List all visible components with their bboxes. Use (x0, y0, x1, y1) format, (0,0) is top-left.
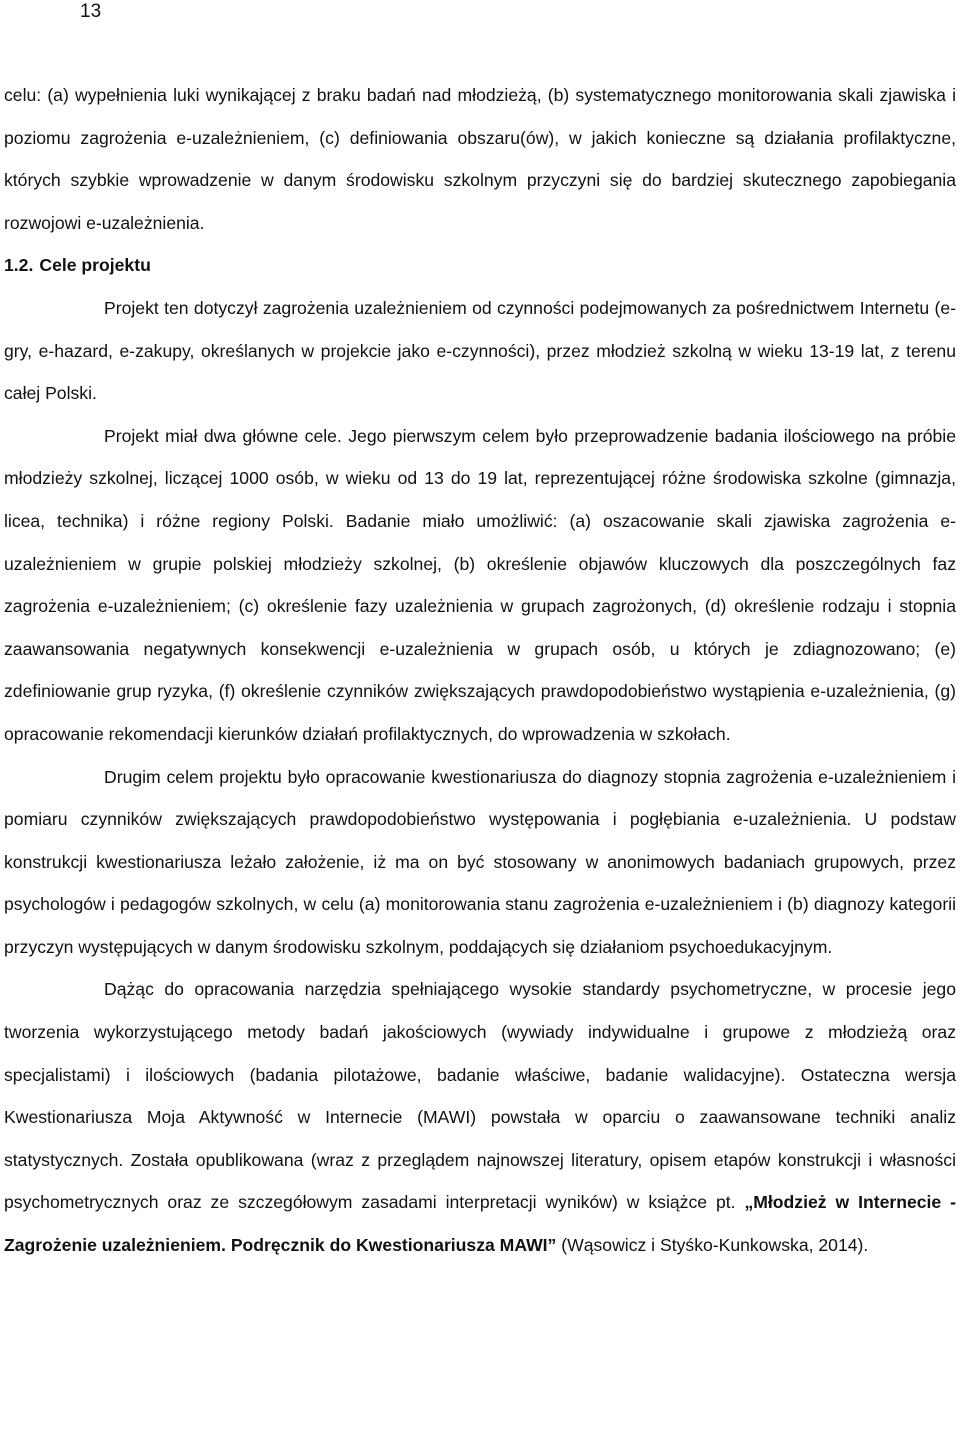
section-number: 1.2. (4, 255, 34, 276)
book-title: „Młodzież w Internecie - Zagrożenie uzależnieniem. Podręcznik do Kwestionariusza MAWI” (4, 1192, 956, 1256)
citation: (Wąsowicz i Styśko-Kunkowska, 2014). (556, 1235, 869, 1256)
page-number: 13 (80, 1, 102, 22)
section-heading (4, 244, 956, 287)
paragraph-goals: Projekt miał dwa główne cele. Jego pierwszym celem było przeprowadzenie badania ilościowego na próbie młodzieży szkolnej, liczącej 1000 osób, w wieku od 13 do 19 lat, reprezentującej różne środowiska szkolne (gimnazja, licea, technika) i różne regiony Polski. Badanie miało umożliwić: (a) oszacowanie skali zjawiska zagrożenia e-uzależnieniem w grupie polskiej młodzieży szkolnej, (b) określenie objawów kluczowych dla poszczególnych faz zagrożenia e-uzależnieniem; (c) określenie fazy uzależnienia w grupach zagrożonych, (d) określenie rodzaju i stopnia zaawansowania negatywnych konsekwencji e-uzależnienia w grupach osób, u których je zdiagnozowano; (e) zdefiniowanie grup ryzyka, (f) określenie czynników zwiększających prawdopodobieństwo wystąpienia e-uzależnienia, (g) opracowanie rekomendacji kierunków działań profilaktycznych, do wprowadzenia w szkołach. (4, 425, 956, 744)
section-title: Cele projektu (39, 255, 151, 276)
paragraph-continued: celu: (a) wypełnienia luki wynikającej z braku badań nad młodzieżą, (b) systematycznego monitorowania skali zjawiska i poziomu zagrożenia e-uzależnieniem, (c) definiowania obszaru(ów), w jakich konieczne są działania profilaktyczne, których szybkie wprowadzenie w danym środowisku szkolnym przyczyni się do bardziej skutecznego zapobiegania rozwojowi e-uzależnienia. (4, 85, 956, 233)
document-body (4, 74, 956, 1267)
paragraph-scope: Projekt ten dotyczył zagrożenia uzależnieniem od czynności podejmowanych za pośrednictwem Internetu (e-gry, e-hazard, e-zakupy, określanych w projekcie jako e-czynności), przez młodzież szkolną w wieku 13-19 lat, z terenu całej Polski. (4, 297, 956, 404)
methods-text: Dążąc do opracowania narzędzia spełniającego wysokie standardy psychometryczne, w procesie jego tworzenia wykorzystującego metody badań jakościowych (wywiady indywidualne i grupowe z młodzieżą oraz specjalistami) i ilościowych (badania pilotażowe, badanie właściwe, badanie walidacyjne). Ostateczna wersja Kwestionariusza Moja Aktywność w Internecie (MAWI) powstała w oparciu o zaawansowane techniki analiz statystycznych. Została opublikowana (wraz z przeglądem najnowszej literatury, opisem etapów konstrukcji i własności psychometrycznych oraz ze szczegółowym zasadami interpretacji wyników) w książce pt. (4, 979, 956, 1213)
paragraph-methods (4, 968, 956, 1266)
paragraph-questionnaire: Drugim celem projektu było opracowanie kwestionariusza do diagnozy stopnia zagrożenia e-uzależnieniem i pomiaru czynników zwiększających prawdopodobieństwo występowania i pogłębiania e-uzależnienia. U podstaw konstrukcji kwestionariusza leżało założenie, iż ma on być stosowany w anonimowych badaniach grupowych, przez psychologów i pedagogów szkolnych, w celu (a) monitorowania stanu zagrożenia e-uzależnieniem i (b) diagnozy kategorii przyczyn występujących w danym środowisku szkolnym, poddających się działaniom psychoedukacyjnym. (4, 766, 956, 957)
